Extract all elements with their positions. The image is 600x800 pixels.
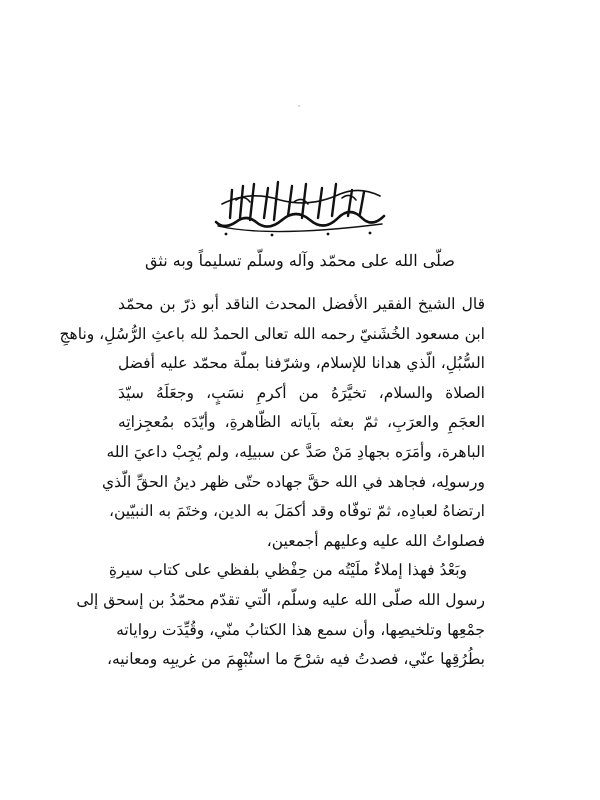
text-line-4: الصلاة والسلام، تخيَّرَهُ من أكرمِ نسَبٍ، وجعَلَهُ سيّدَ [118,383,485,402]
text-line-13: بطُرُقِها عنّي، فصدتُ فيه شرْحَ ما استُبْهِمَ من غريبِه ومعانيه، [106,650,485,669]
text-line-8: ارتضاهُ لعبادِه، ثمّ توفّاه وقد أكمَلَ به الدين، وختَمَ به النبيّين، [108,502,485,521]
salutation-line: صلّى الله على محمّد وآله وسلّم تسليماً وبه نثق [145,251,455,270]
text-line-6: الباهرة، وأمَرَه بجهادِ مَنْ صَدَّ عن سبيلِه، ولم يُجِبْ داعيَ الله [106,442,485,461]
page-speck [298,105,300,107]
text-line-12: جمْعِها وتلخيصِها، وأن سمع هذا الكتابُ منّي، وقُيِّدَت رواياته [116,620,485,639]
text-line-1: قال الشيخ الفقير الأفضل المحدث الناقد أبو ذرّ بن محمّد [118,295,485,313]
basmala-calligraphy [210,178,390,240]
main-text [59,290,485,675]
text-line-5: العجَمِ والعرَبِ، ثمّ بعثه بآياته الظّاهرةِ، وأيّدَه بمُعجِزاتِه [118,413,485,432]
text-line-9: فصلواتُ الله عليه وعليهم أجمعين، [266,531,485,550]
text-line-3: السُّبُلِ، الّذي هدانا للإسلام، وشرّفنا بملّة محمّد عليه أفضل [118,354,485,373]
text-line-7: ورسولِه، فجاهد في الله حقَّ جهاده حتّى ظهر دينُ الحقِّ الّذي [102,472,485,491]
text-line-11: رسول الله صلّى الله عليه وسلّم، الّتي تقدّم محمّدُ بن إسحق إلى [76,590,485,609]
text-line-2: ابن مسعود الخُشَنيّ رحمه الله تعالى الحمدُ لله باعثِ الرُّسُلِ، وناهجِ [59,324,485,343]
text-line-10: وبَعْدُ فهذا إملاءٌ ملَيْتُه من حِفْظي بلفظي على كتاب سيرةِ [108,561,467,580]
